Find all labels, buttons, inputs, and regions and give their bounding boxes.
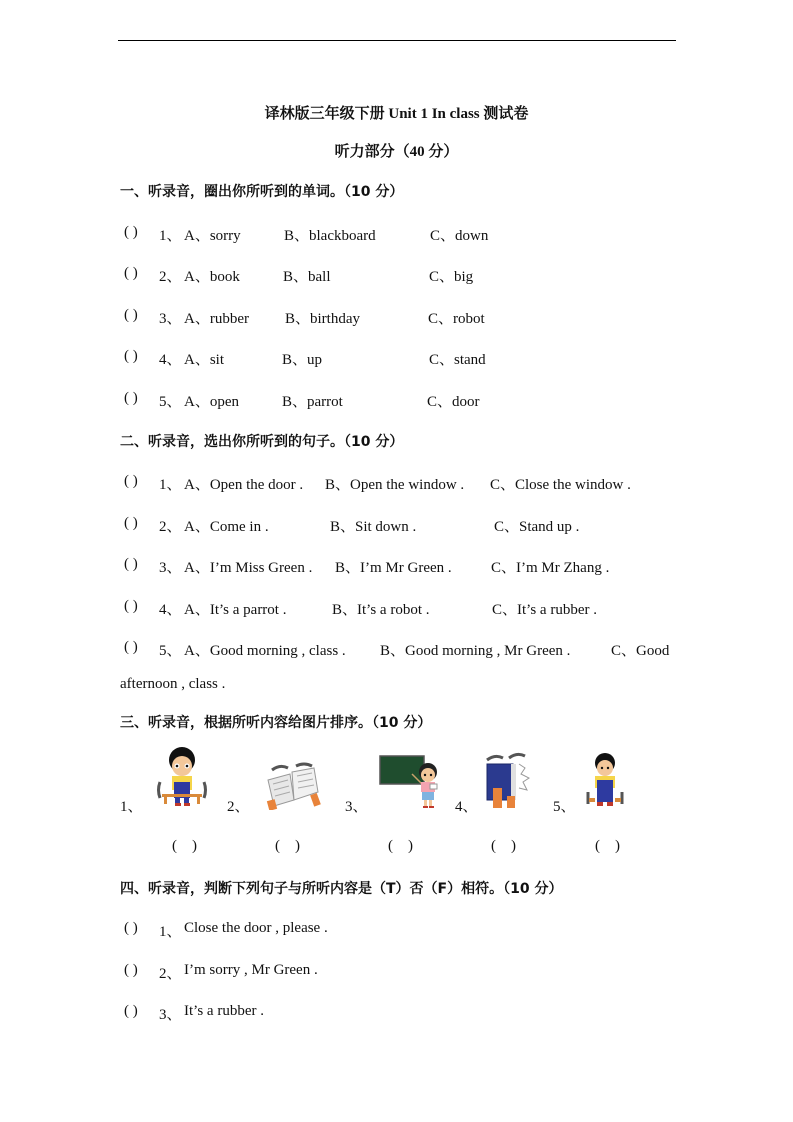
option-b: B、birthday [285,311,360,327]
question-number: 5、 [159,394,182,410]
answer-blank[interactable]: ( ) [124,639,138,655]
section-4-heading: 四、听录音，判断下列句子与所听内容是（T）否（F）相符。（10 分） [120,881,563,897]
question-number: 4、 [159,602,182,618]
option-a: A、sit [184,352,225,368]
option-a: A、Come in . [184,519,269,535]
header-rule [118,40,676,41]
option-c: C、down [430,228,489,244]
order-blank[interactable]: ( ) [388,838,413,854]
option-b: B、parrot [282,394,343,410]
option-c: C、robot [428,311,485,327]
option-a: A、It’s a parrot . [184,602,287,618]
title-zh-prefix: 译林版三年级下册 [264,104,385,122]
statement-text: It’s a rubber . [184,1003,264,1019]
answer-blank[interactable]: ( ) [124,307,138,323]
order-blank[interactable]: ( ) [491,838,516,854]
answer-blank[interactable]: ( ) [124,224,138,240]
answer-blank[interactable]: ( ) [124,390,138,406]
option-c: C、Stand up . [494,519,580,535]
answer-blank[interactable]: ( ) [124,473,138,489]
option-c: C、Close the window . [490,477,631,493]
answer-blank[interactable]: ( ) [124,962,138,978]
option-a: A、book [184,269,240,285]
order-blank[interactable]: ( ) [275,838,300,854]
question-number: 2、 [159,966,182,982]
option-b: B、Sit down . [330,519,417,535]
question-number: 2、 [159,269,182,285]
question-number: 3、 [159,1007,182,1023]
section-1-heading: 一、听录音，圈出你所听到的单词。（10 分） [120,184,404,200]
option-a: A、I’m Miss Green . [184,560,313,576]
option-b: B、It’s a robot . [332,602,430,618]
option-b: B、Good morning , Mr Green . [380,643,571,659]
girl-at-blackboard-icon [378,752,442,810]
option-b: B、Open the window . [325,477,465,493]
option-c: C、door [427,394,480,410]
statement-text: Close the door , please . [184,920,328,936]
option-c: C、I’m Mr Zhang . [491,560,610,576]
answer-blank[interactable]: ( ) [124,515,138,531]
option-a: A、rubber [184,311,249,327]
option-b: B、up [282,352,323,368]
answer-blank[interactable]: ( ) [124,348,138,364]
picture-number: 5、 [553,799,576,815]
option-a: A、open [184,394,239,410]
question-number: 1、 [159,228,182,244]
page-title [0,102,793,123]
question-number: 1、 [159,924,182,940]
answer-blank[interactable]: ( ) [124,920,138,936]
option-b: B、ball [283,269,331,285]
subtitle-score: （40 分） [394,144,459,160]
open-book-icon [262,760,322,810]
option-c: C、Good [611,643,670,659]
section-3-heading: 三、听录音，根据所听内容给图片排序。（10 分） [120,715,432,731]
order-blank[interactable]: ( ) [172,838,197,854]
option-a: A、Open the door . [184,477,304,493]
picture-number: 2、 [227,799,250,815]
picture-number: 1、 [120,799,143,815]
picture-number: 4、 [455,799,478,815]
question-number: 4、 [159,352,182,368]
answer-blank[interactable]: ( ) [124,265,138,281]
answer-blank[interactable]: ( ) [124,556,138,572]
section-part-title [0,140,793,161]
statement-text: I’m sorry , Mr Green . [184,962,318,978]
title-en: Unit 1 In class [384,106,484,122]
option-c: C、big [429,269,474,285]
answer-blank[interactable]: ( ) [124,598,138,614]
option-c: C、It’s a rubber . [492,602,597,618]
option-c: C、stand [429,352,486,368]
option-b: B、I’m Mr Green . [335,560,452,576]
option-b: B、blackboard [284,228,376,244]
subtitle-text: 听力部分 [334,142,395,160]
question-number: 1、 [159,477,182,493]
option-c-continued: afternoon , class . [120,676,226,692]
boy-sitting-down-icon [154,744,210,810]
option-a: A、sorry [184,228,241,244]
close-book-icon [483,752,535,810]
title-zh-suffix: 测试卷 [483,104,529,122]
question-number: 5、 [159,643,182,659]
question-number: 3、 [159,311,182,327]
question-number: 3、 [159,560,182,576]
section-2-heading: 二、听录音，选出你所听到的句子。（10 分） [120,434,404,450]
boy-standing-up-icon [583,752,627,810]
answer-blank[interactable]: ( ) [124,1003,138,1019]
option-a: A、Good morning , class . [184,643,346,659]
question-number: 2、 [159,519,182,535]
order-blank[interactable]: ( ) [595,838,620,854]
picture-number: 3、 [345,799,368,815]
